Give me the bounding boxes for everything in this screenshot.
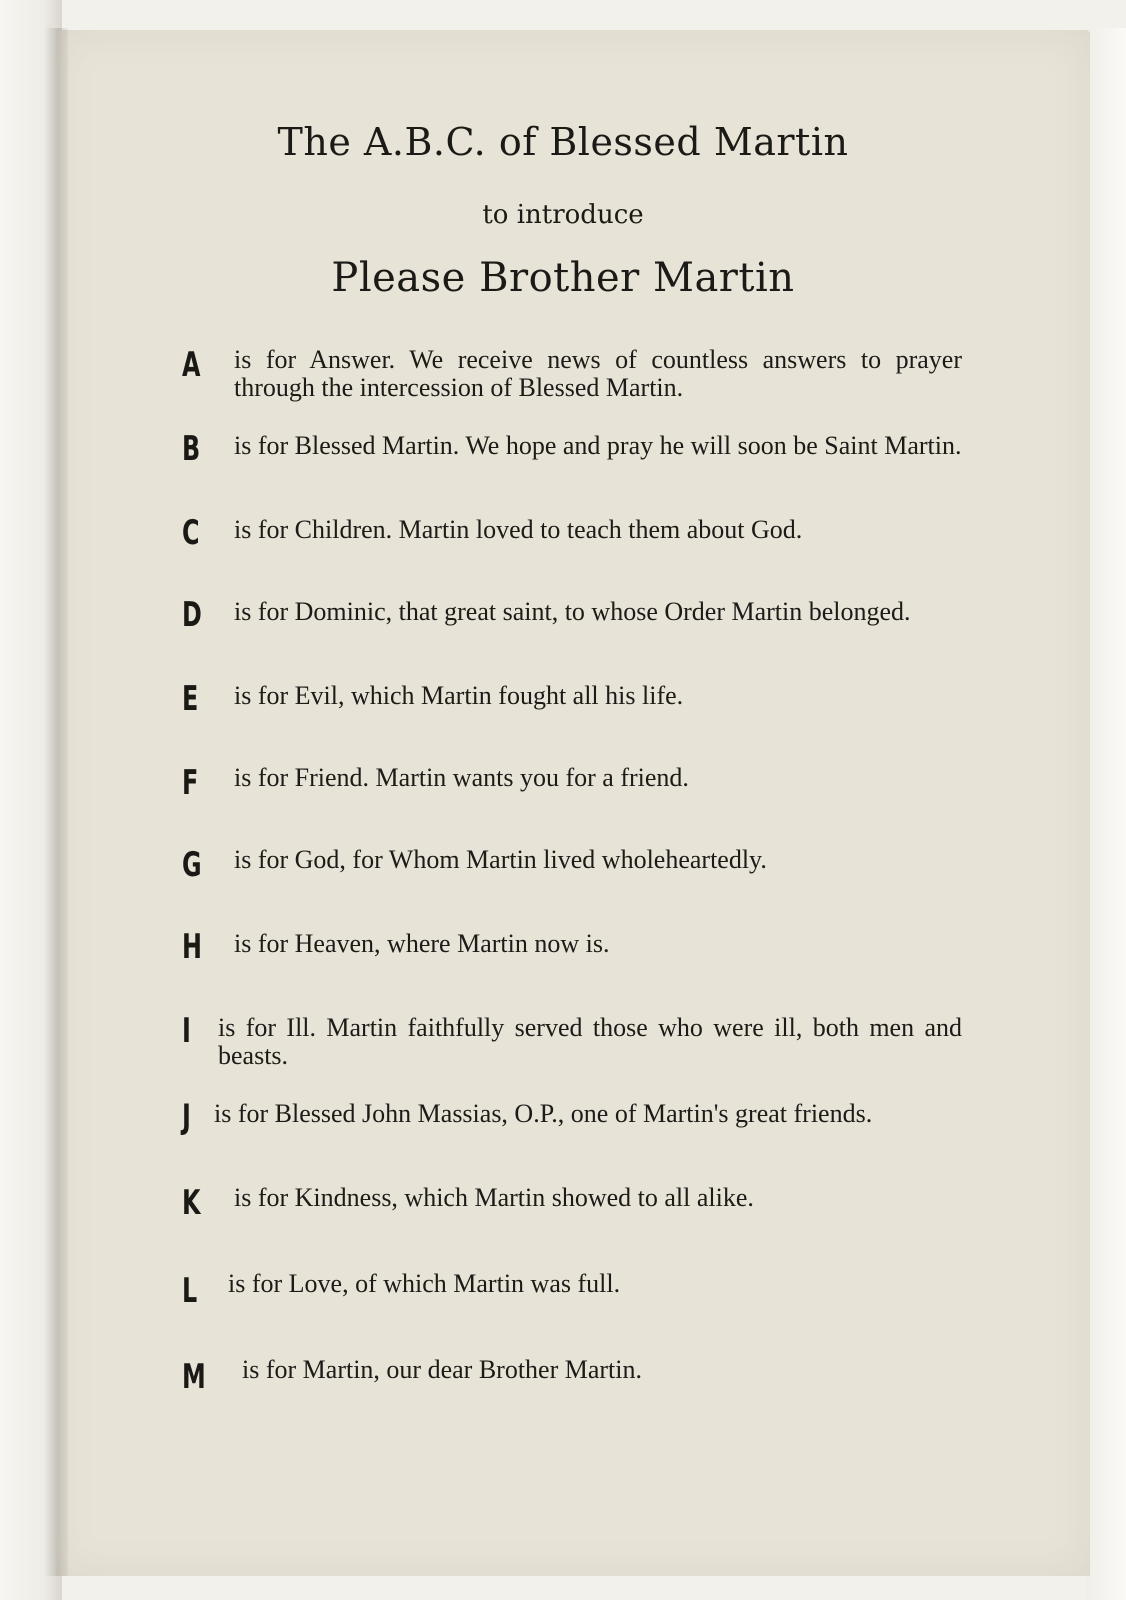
- page-subtitle: to introduce: [482, 200, 644, 230]
- entry-text: is for Love, of which Martin was full.: [228, 1269, 621, 1298]
- entry-text: is for Kindness, which Martin showed to all alike.: [234, 1183, 754, 1212]
- entry-letter: H: [182, 927, 202, 967]
- entry-letter: K: [182, 1183, 201, 1223]
- entry-letter: A: [182, 345, 201, 385]
- entry-letter: B: [182, 429, 201, 469]
- entry-letter: I: [182, 1011, 191, 1051]
- entry-text: is for Ill. Martin faithfully served those who were ill, both men and beasts.: [218, 1013, 962, 1070]
- entry-text: is for Blessed Martin. We hope and pray he will soon be Saint Martin.: [234, 431, 962, 460]
- entry-letter: L: [182, 1271, 198, 1311]
- entry-text: is for Evil, which Martin fought all his life.: [234, 681, 684, 710]
- entry-letter: J: [182, 1097, 191, 1137]
- entry-letter: C: [182, 513, 200, 553]
- entry-text: is for Martin, our dear Brother Martin.: [242, 1355, 643, 1384]
- entry-letter: D: [182, 595, 202, 635]
- entry-text: is for God, for Whom Martin lived wholeheartedly.: [234, 845, 767, 874]
- entry-letter: F: [182, 763, 199, 803]
- entry-text: is for Children. Martin loved to teach them about God.: [234, 515, 803, 544]
- entry-letter: E: [182, 679, 199, 719]
- entry-text: is for Answer. We receive news of countless answers to prayer through the intercession of Blessed Martin.: [234, 345, 962, 402]
- entry-text: is for Dominic, that great saint, to whose Order Martin belonged.: [234, 597, 911, 626]
- page-title: The A.B.C. of Blessed Martin: [277, 120, 849, 164]
- entry-letter: M: [182, 1357, 206, 1397]
- entry-text: is for Blessed John Massias, O.P., one of Martin's great friends.: [214, 1099, 873, 1128]
- entry-text: is for Friend. Martin wants you for a friend.: [234, 763, 689, 792]
- entry-text: is for Heaven, where Martin now is.: [234, 929, 610, 958]
- entry-letter: G: [182, 845, 202, 885]
- booklet-title: Please Brother Martin: [331, 255, 795, 301]
